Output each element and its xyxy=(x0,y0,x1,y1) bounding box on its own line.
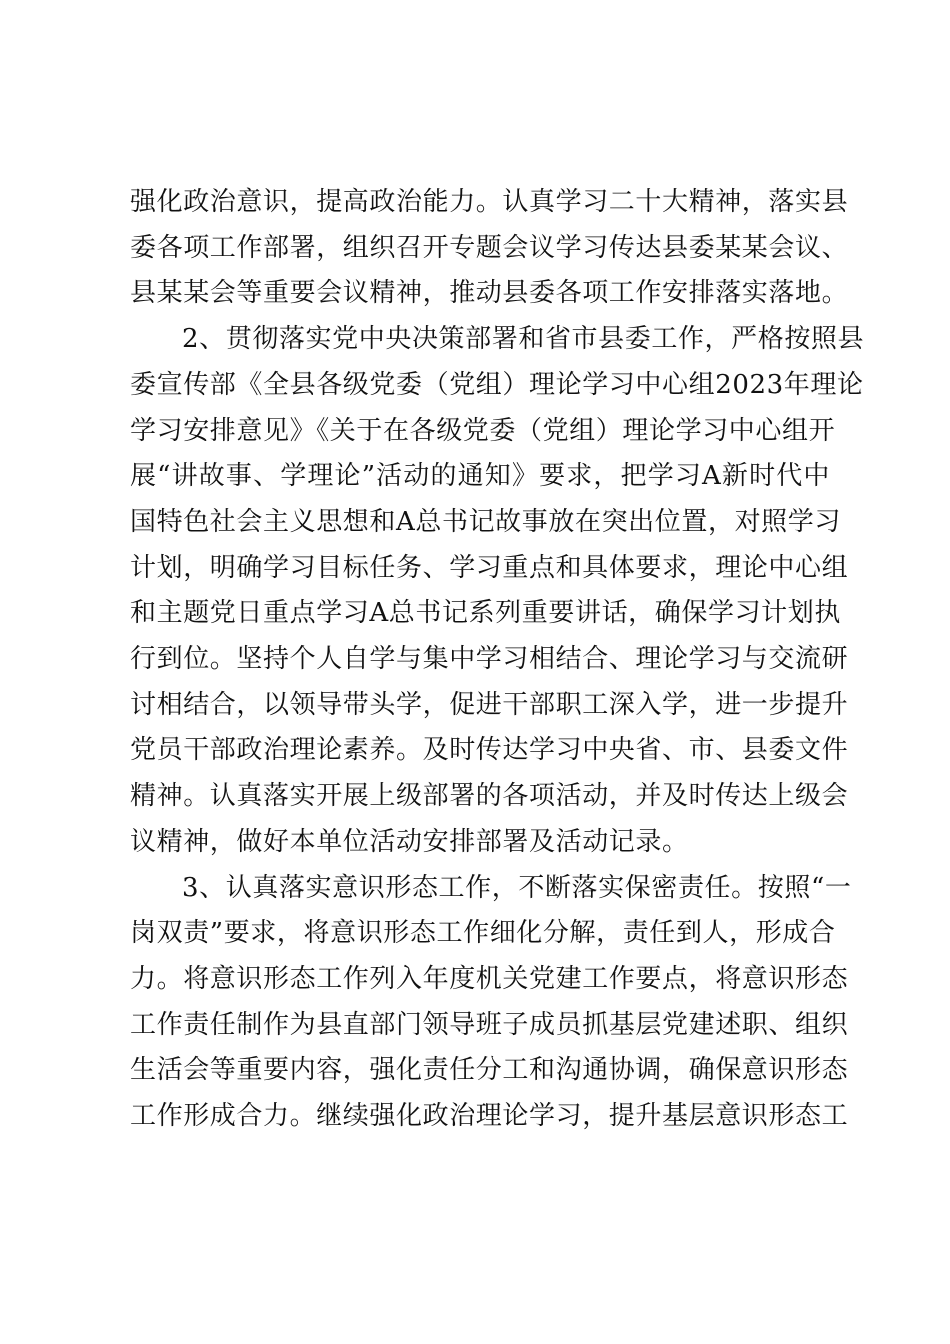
text-line: 2、贯彻落实党中央决策部署和省市县委工作，严格按照县 xyxy=(182,324,865,355)
text-line: 县某某会等重要会议精神，推动县委各项工作安排落实落地。 xyxy=(130,278,849,309)
text-line: 生活会等重要内容，强化责任分工和沟通协调，确保意识形态 xyxy=(130,1055,849,1086)
text-line: 学习安排意见》《关于在各级党委（党组）理论学习中心组开 xyxy=(130,415,836,446)
text-line: 力。将意识形态工作列入年度机关党建工作要点，将意识形态 xyxy=(130,963,849,994)
text-line: 强化政治意识，提高政治能力。认真学习二十大精神，落实县 xyxy=(130,187,849,217)
text-line: 党员干部政治理论素养。及时传达学习中央省、市、县委文件 xyxy=(130,735,849,766)
text-line: 委各项工作部署，组织召开专题会议学习传达县委某某会议、 xyxy=(130,232,849,263)
text-line: 3、认真落实意识形态工作，不断落实保密责任。按照“一 xyxy=(182,872,852,903)
document-body xyxy=(130,180,865,1140)
text-line: 讨相结合，以领导带头学，促进干部职工深入学，进一步提升 xyxy=(130,689,849,720)
text-line: 岗双责”要求，将意识形态工作细化分解，责任到人，形成合 xyxy=(130,918,836,949)
text-line: 工作形成合力。继续强化政治理论学习，提升基层意识形态工 xyxy=(130,1101,849,1132)
text-line: 行到位。坚持个人自学与集中学习相结合、理论学习与交流研 xyxy=(130,644,849,675)
text-line: 计划，明确学习目标任务、学习重点和具体要求，理论中心组 xyxy=(130,552,849,583)
text-line: 精神。认真落实开展上级部署的各项活动，并及时传达上级会 xyxy=(130,781,849,812)
paragraph-3 xyxy=(130,866,852,1140)
paragraph-2 xyxy=(130,317,865,865)
text-line: 议精神，做好本单位活动安排部署及活动记录。 xyxy=(130,826,689,857)
text-line: 国特色社会主义思想和A总书记故事放在突出位置，对照学习 xyxy=(130,506,841,537)
text-line: 和主题党日重点学习A总书记系列重要讲话，确保学习计划执 xyxy=(130,598,841,629)
paragraph-1-continuation xyxy=(130,180,849,317)
text-line: 工作责任制作为县直部门领导班子成员抓基层党建述职、组织 xyxy=(130,1009,849,1040)
text-line: 委宣传部《全县各级党委（党组）理论学习中心组2023年理论 xyxy=(130,369,864,400)
text-line: 展“讲故事、学理论”活动的通知》要求，把学习A新时代中 xyxy=(130,461,830,492)
